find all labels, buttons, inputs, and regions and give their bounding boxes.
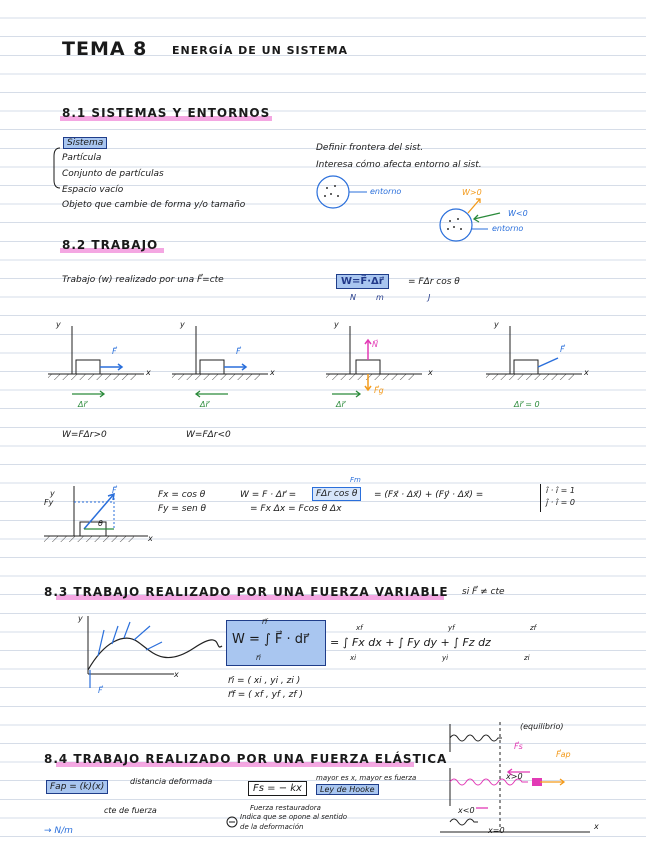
mayor-note: mayor es x, mayor es fuerza bbox=[316, 774, 417, 782]
limit-zi: zi bbox=[524, 654, 530, 662]
block-diagrams bbox=[0, 318, 600, 398]
limit-zf: zf bbox=[530, 624, 537, 632]
x-positive-label: x>0 bbox=[506, 772, 523, 781]
force-label: F⃗ bbox=[236, 347, 241, 356]
unit-m: m bbox=[376, 293, 384, 302]
fm-label: Fm bbox=[350, 476, 361, 484]
indica-note-1: Indica que se opone al sentido bbox=[240, 813, 348, 821]
trabajo-definition: Trabajo (w) realizado por una F⃗=cte bbox=[62, 275, 224, 285]
limit-xi: xi bbox=[350, 654, 357, 662]
work-equation-boxed: FΔr cos θ bbox=[312, 487, 361, 501]
component-fx: Fx = cos θ bbox=[158, 490, 206, 500]
bracket bbox=[52, 148, 62, 188]
integral-lower-limit: r⃗i bbox=[256, 654, 261, 662]
x-zero-label: x=0 bbox=[488, 826, 505, 835]
fap-formula-box: Fap = (k)(x) bbox=[46, 780, 108, 794]
unit-N: N bbox=[350, 293, 356, 302]
w-negative-label: W<0 bbox=[508, 209, 528, 218]
gravity-label: F⃗g bbox=[374, 386, 384, 395]
axis-y-label: y bbox=[334, 320, 339, 329]
restauradora-note: Fuerza restauradora bbox=[250, 804, 321, 812]
axis-x-label: x bbox=[428, 368, 433, 377]
units-note: → N/m bbox=[44, 826, 73, 836]
trabajo-formula-rest: = FΔr cos θ bbox=[408, 277, 460, 287]
system-circle-2 bbox=[438, 195, 518, 245]
spring-diagrams bbox=[440, 722, 620, 842]
section-8-3-heading: 8.3 TRABAJO REALIZADO POR UNA FUERZA VARIABLE bbox=[44, 585, 449, 599]
axis-x-label: x bbox=[174, 670, 179, 679]
sistema-box: Sistema bbox=[63, 137, 107, 149]
fap-label: F⃗ap bbox=[556, 750, 571, 759]
section-8-2-heading: 8.2 TRABAJO bbox=[62, 238, 159, 252]
indica-note-2: de la deformación bbox=[240, 823, 304, 831]
integral-work: W = ∫ F⃗ · dr⃗ bbox=[232, 632, 309, 647]
force-label: F⃗ bbox=[112, 486, 117, 495]
minus-circle-icon bbox=[226, 816, 238, 828]
axis-x-label: x bbox=[594, 822, 599, 831]
trabajo-formula-box: W=F⃗·Δr⃗ bbox=[336, 274, 389, 289]
displacement-label: Δr⃗ bbox=[78, 400, 87, 409]
integral-components: = ∫ Fx dx + ∫ Fy dy + ∫ Fz dz bbox=[330, 636, 491, 649]
work-equation-line2: = Fx Δx = Fcos θ Δx bbox=[250, 504, 342, 514]
axis-y-label: y bbox=[56, 320, 61, 329]
divider bbox=[540, 484, 541, 512]
axis-x-label: x bbox=[146, 368, 151, 377]
rf-vector: r⃗f = ( xf , yf , zf ) bbox=[228, 690, 303, 700]
axis-y-label: y bbox=[50, 489, 55, 498]
force-label: F⃗ bbox=[560, 345, 565, 354]
integral-upper-limit: r⃗f bbox=[262, 618, 268, 626]
section-8-4-heading: 8.4 TRABAJO REALIZADO POR UNA FUERZA ELÁSTICA bbox=[44, 752, 448, 766]
w-positive-label: W>0 bbox=[462, 188, 482, 197]
fy-label: Fy bbox=[44, 498, 54, 507]
cte-note: cte de fuerza bbox=[104, 806, 157, 815]
sistema-item: Conjunto de partículas bbox=[62, 169, 164, 179]
entorno-label: entorno bbox=[492, 224, 524, 233]
dot-product-ji: ĵ · î = 0 bbox=[546, 498, 575, 507]
distancia-note: distancia deformada bbox=[130, 777, 213, 786]
tema-number: TEMA 8 bbox=[62, 38, 148, 60]
hooke-formula: Fs = − kx bbox=[248, 781, 307, 796]
limit-yf: yf bbox=[448, 624, 455, 632]
sistema-item: Partícula bbox=[62, 153, 102, 163]
fs-label: F⃗s bbox=[514, 742, 523, 751]
hooke-law-label: Ley de Hooke bbox=[316, 784, 379, 795]
limit-yi: yi bbox=[442, 654, 449, 662]
displacement-label: Δr⃗ bbox=[200, 400, 209, 409]
component-fy: Fy = sen θ bbox=[158, 504, 207, 514]
variable-condition: si F⃗ ≠ cte bbox=[462, 587, 505, 597]
work-positive: W=FΔr>0 bbox=[62, 430, 107, 440]
axis-x-label: x bbox=[270, 368, 275, 377]
axis-y-label: y bbox=[494, 320, 499, 329]
section-8-1-heading: 8.1 SISTEMAS Y ENTORNOS bbox=[62, 106, 271, 120]
work-equation-start: W = F · Δr⃗ = bbox=[240, 490, 297, 500]
work-negative: W=FΔr<0 bbox=[186, 430, 231, 440]
work-equation-components: = (Fx⃗ · Δx⃗) + (Fy⃗ · Δx⃗) = bbox=[374, 490, 484, 500]
displacement-zero-label: Δr⃗ = 0 bbox=[514, 400, 540, 409]
normal-label: N⃗ bbox=[372, 340, 378, 349]
variable-force-path bbox=[74, 612, 224, 692]
sistema-item: Objeto que cambie de forma y/o tamaño bbox=[62, 200, 246, 210]
axis-y-label: y bbox=[180, 320, 185, 329]
theta-label: θ bbox=[98, 519, 103, 528]
system-circle-1 bbox=[315, 174, 355, 214]
sistema-item: Espacio vacío bbox=[62, 185, 124, 195]
force-label: F⃗ bbox=[112, 347, 117, 356]
frontera-note: Definir frontera del sist. bbox=[316, 143, 424, 153]
interesa-note: Interesa cómo afecta entorno al sist. bbox=[316, 160, 482, 170]
equilibrio-label: (equilibrio) bbox=[520, 722, 564, 731]
axis-x-label: x bbox=[148, 534, 153, 543]
tema-subtitle: ENERGÍA DE UN SISTEMA bbox=[172, 44, 349, 57]
unit-J: J bbox=[428, 293, 431, 302]
ri-vector: r⃗i = ( xi , yi , zi ) bbox=[228, 676, 301, 686]
dot-product-ii: î · î = 1 bbox=[546, 486, 575, 495]
limit-xf: xf bbox=[356, 624, 363, 632]
x-negative-label: x<0 bbox=[458, 806, 475, 815]
displacement-label: Δr⃗ bbox=[336, 400, 345, 409]
force-label: F⃗ bbox=[98, 686, 103, 695]
axis-x-label: x bbox=[584, 368, 589, 377]
force-decomposition-diagram bbox=[44, 482, 154, 552]
entorno-label: entorno bbox=[370, 187, 402, 196]
axis-y-label: y bbox=[78, 614, 83, 623]
